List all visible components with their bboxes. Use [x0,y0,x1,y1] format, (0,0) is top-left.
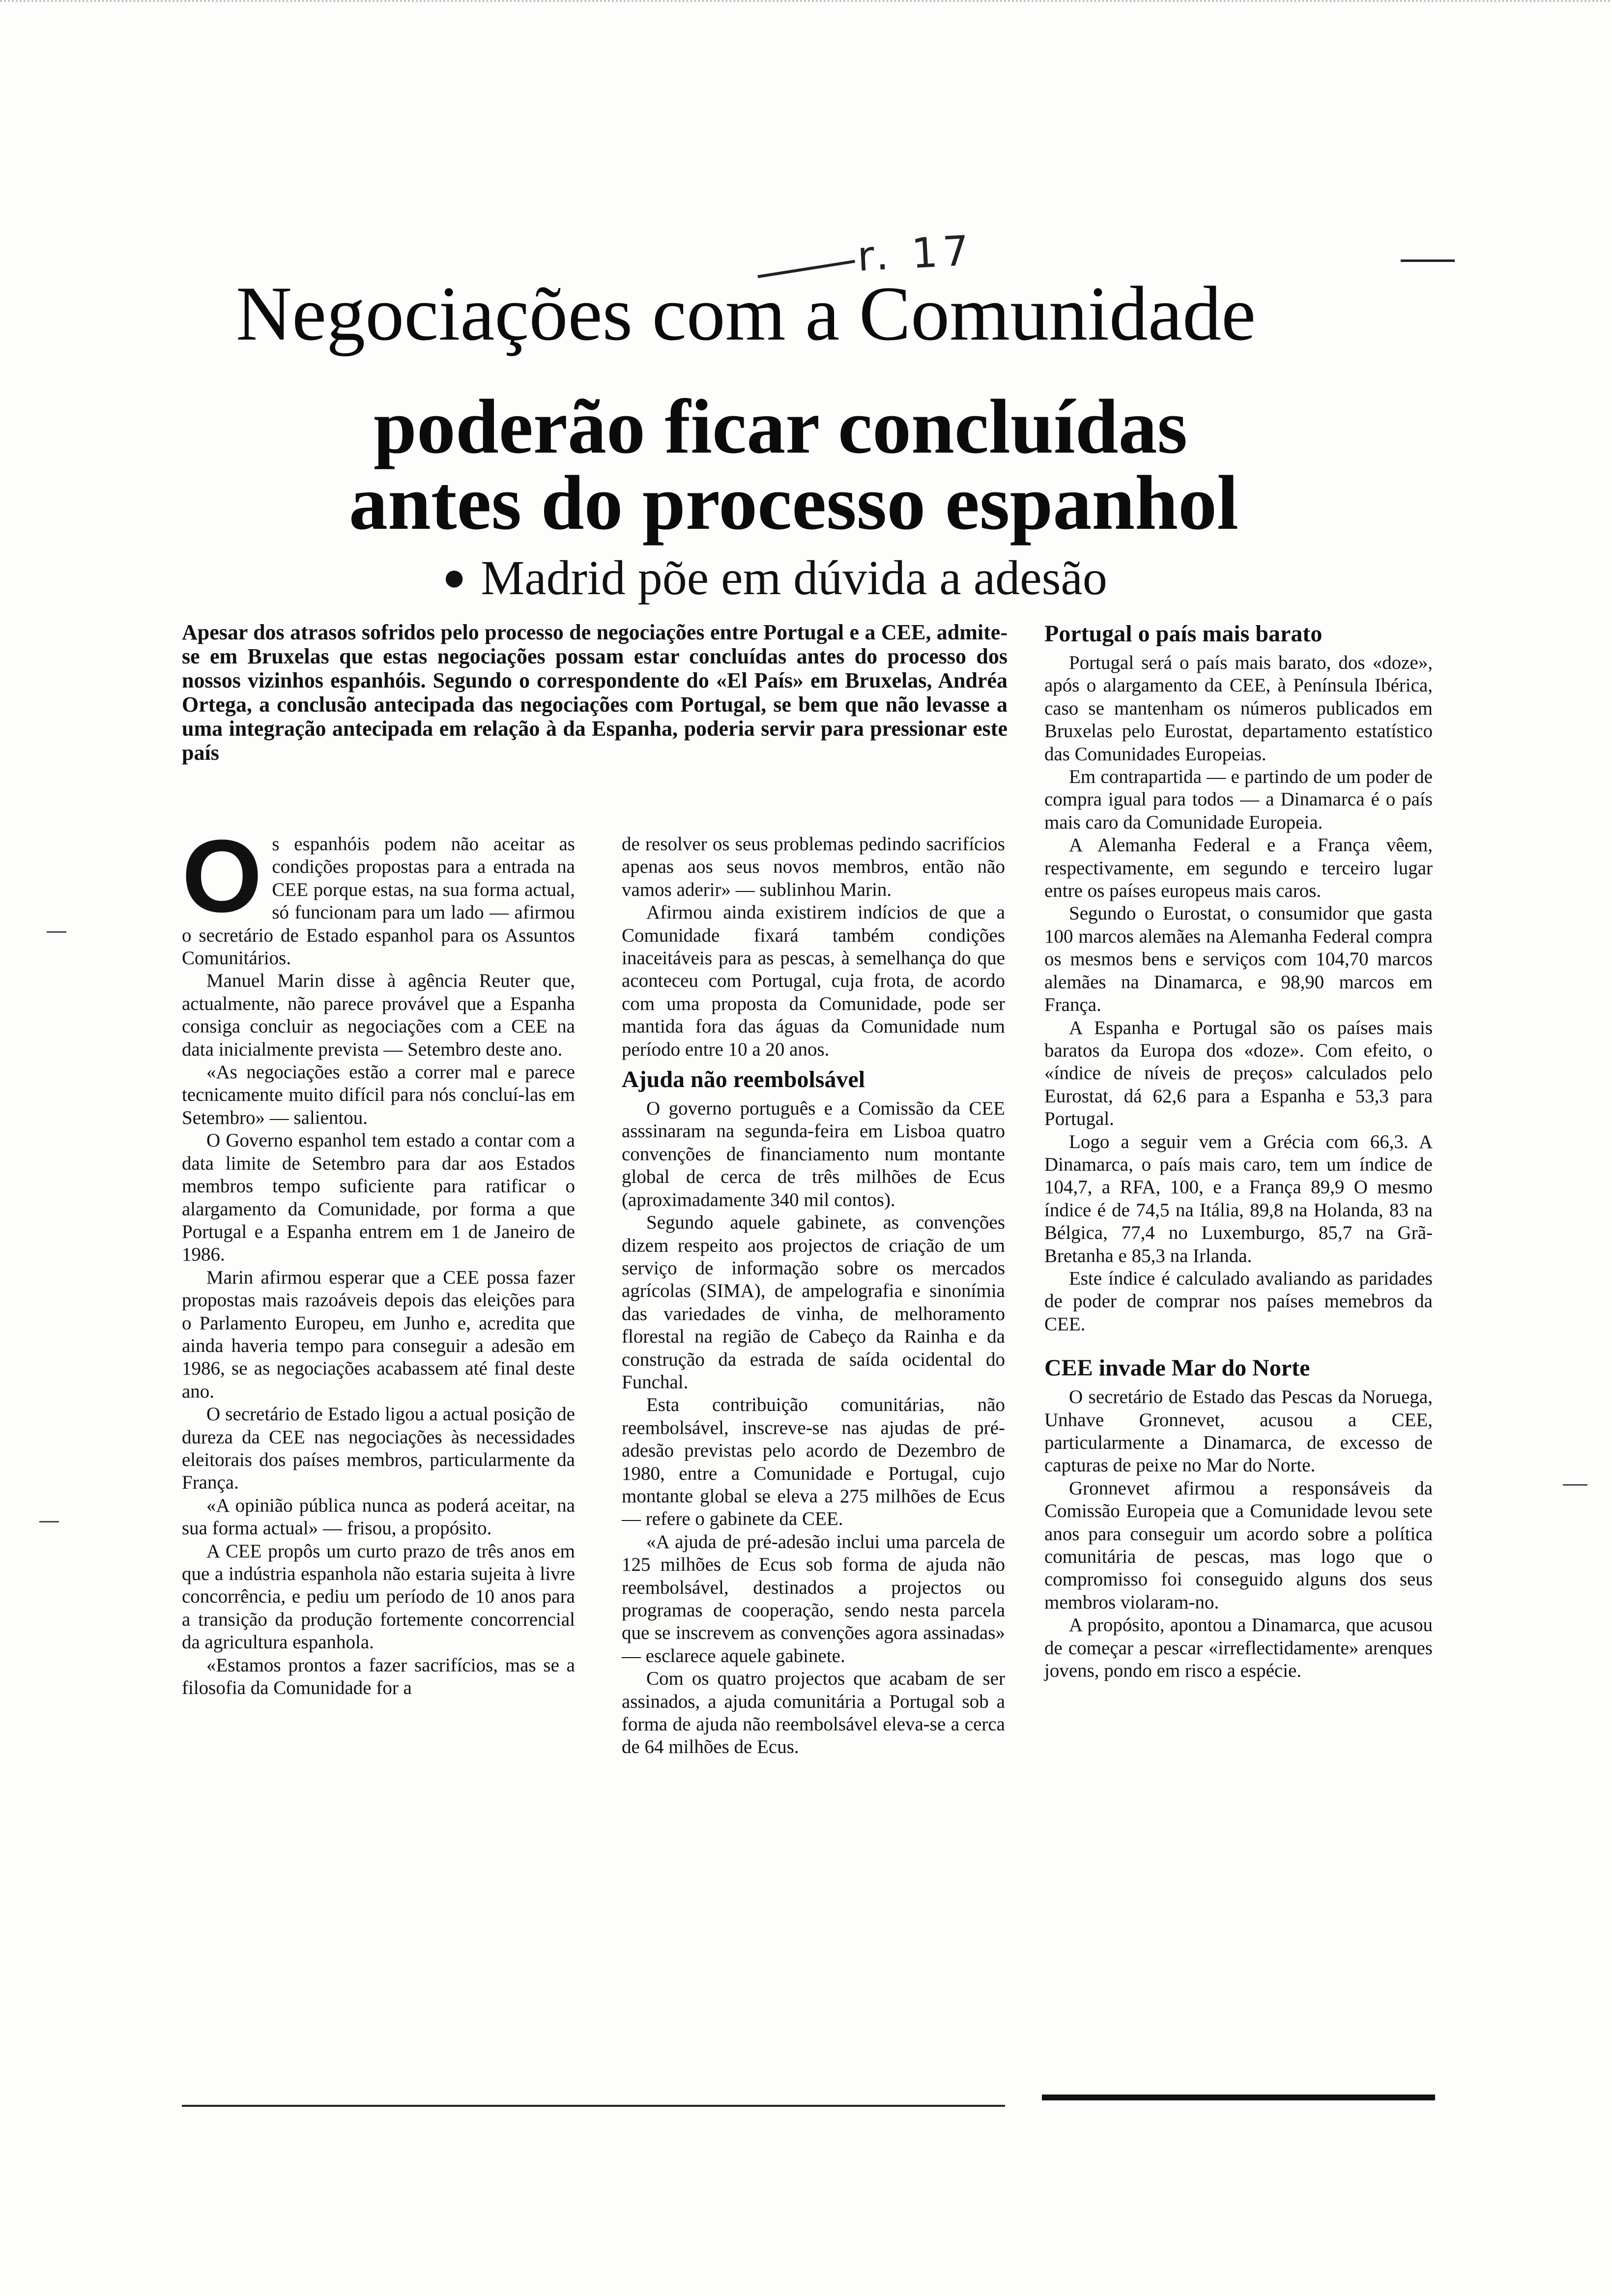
subheadline [442,549,1229,606]
bottom-rule [182,2105,1005,2107]
paragraph: Esta contribuição comunitárias, não reembolsável, inscreve-se nas ajudas de pré-adesão previstas pelo acordo de Dezembro de 1980, entre a Comunidade e Portugal, cujo montante global se eleva a 275 milhões de Ecus — refere o gabinete da CEE. [622,1394,1005,1530]
paragraph: Em contrapartida — e partindo de um poder de compra igual para todos — a Dinamarca é o país mais caro da Comunidade Europeia. [1044,766,1433,833]
paragraph: Manuel Marin disse à agência Reuter que, actualmente, não parece provável que a Espanha consiga concluir as negociações com a CEE na data inicialmente prevista — Setembro deste ano. [182,970,575,1060]
margin-mark [47,931,66,933]
subheadline-text: Madrid põe em dúvida a adesão [481,550,1107,605]
paragraph: «Estamos prontos a fazer sacrifícios, mas se a filosofia da Comunidade for a [182,1654,575,1699]
paragraph: O secretário de Estado das Pescas da Noruega, Unhave Gronnevet, acusou a CEE, particularmente a Dinamarca, de excesso de capturas de peixe no Mar do Norte. [1044,1386,1433,1476]
paragraph: A Alemanha Federal e a França vêem, respectivamente, em segundo e terceiro lugar entre os países europeus mais caros. [1044,834,1433,902]
paragraph: O governo português e a Comissão da CEE asssinaram na segunda-feira em Lisboa quatro convenções de financiamento num montante global de cerca de três milhões de Ecus (aproximadamente 340 mil contos). [622,1098,1005,1210]
lede-paragraph: Apesar dos atrasos sofridos pelo processo de negociações entre Portugal e a CEE, admite-se em Bruxelas que estas negociações possam estar concluídas antes do processo dos nossos vizinhos espanhóis. Segundo o correspondente do «El País» em Bruxelas, Andréa Ortega, a conclusão antecipada das negociações com Portugal, se bem que não levasse a uma integração antecipada em relação à da Espanha, poderia servir para pressionar este país [182,620,1008,765]
bullet-icon: ● [442,556,466,599]
scan-edge-dots [0,0,1612,17]
paragraph: «A opinião pública nunca as poderá aceitar, na sua forma actual» — frisou, a propósito. [182,1494,575,1539]
column-2 [622,833,1005,1759]
paragraph: A propósito, apontou a Dinamarca, que acusou de começar a pescar «irreflectidamente» arenques jovens, pondo em risco a espécie. [1044,1614,1433,1682]
section-heading-ajuda: Ajuda não reembolsável [622,1066,865,1093]
paragraph: Afirmou ainda existirem indícios de que a Comunidade fixará também condições inaceitáveis para as pescas, à semelhança do que aconteceu com Portugal, cuja frota, de acordo com uma proposta da Comunidade, pode ser mantida fora das águas da Comunidade num período entre 10 a 20 anos. [622,902,1005,1060]
paragraph: A Espanha e Portugal são os países mais baratos da Europa dos «doze». Com efeito, o «índice de níveis de preços» calculados pelo Eurostat, dá 62,6 para a Espanha e 53,3 para Portugal. [1044,1017,1433,1130]
column-3 [1044,621,1433,1682]
paragraph: de resolver os seus problemas pedindo sacrifícios apenas aos seus novos membros, então não vamos aderir» — sublinhou Marin. [622,833,1005,900]
paragraph: Gronnevet afirmou a responsáveis da Comissão Europeia que a Comunidade levou sete anos para conseguir um acordo sobre a política comunitária de pescas, mas logo que o compromisso foi conseguido alguns dos seus membros violaram-no. [1044,1477,1433,1613]
margin-mark [1563,1484,1587,1486]
paragraph: Logo a seguir vem a Grécia com 66,3. A Dinamarca, o país mais caro, tem um índice de 104,7, a RFA, 100, e a França 89,9 O mesmo índice é de 74,5 na Itália, 89,8 na Holanda, 83 na Bélgica, 77,4 no Luxemburgo, 85,7 na Grã-Bretanha e 85,3 na Irlanda. [1044,1131,1433,1266]
headline-line-1: Negociações com a Comunidade [236,271,1256,357]
paragraph: O secretário de Estado ligou a actual posição de dureza da CEE nas negociações às necessidades eleitorais dos países membros, particularmente da França. [182,1404,575,1493]
paragraph: «As negociações estão a correr mal e parece tecnicamente muito difícil para nós concluí-las em Setembro» — salientou. [182,1062,575,1128]
paragraph [182,818,575,970]
paragraph: Este índice é calculado avaliando as paridades de poder de comprar nos países memebros da CEE. [1044,1267,1433,1335]
paragraph: A CEE propôs um curto prazo de três anos em que a indústria espanhola não estaria sujeita à livre concorrência, e pediu um período de 10 anos para a transição da produção fortemente concorrencial da agricultura espanhola. [182,1540,575,1653]
section-heading-portugal: Portugal o país mais barato [1044,621,1323,647]
drop-cap: O [182,818,262,934]
paragraph: Marin afirmou esperar que a CEE possa fazer propostas mais razoáveis depois das eleições para o Parlamento Europeu, em Junho e, acredita que ainda haveria tempo para conseguir a adesão em 1986, se as negociações acabassem até final deste ano. [182,1266,575,1402]
headline-line-2: poderão ficar concluídas [374,384,1188,470]
paragraph: Com os quatro projectos que acabam de ser assinados, a ajuda comunitária a Portugal sob a forma de ajuda não reembolsável eleva-se a cerca de 64 milhões de Ecus. [622,1668,1005,1758]
margin-mark [39,1521,59,1522]
paragraph: Segundo o Eurostat, o consumidor que gasta 100 marcos alemães na Alemanha Federal compra os mesmos bens e serviços com 104,70 marcos alemães na Dinamarca, e 98,90 marcos em França. [1044,903,1433,1016]
bottom-rule-thick [1042,2095,1435,2100]
section-heading-mar-do-norte: CEE invade Mar do Norte [1044,1355,1310,1381]
paragraph: «A ajuda de pré-adesão inclui uma parcela de 125 milhões de Ecus sob forma de ajuda não reembolsável, destinados a projectos ou programas de cooperação, sendo nesta parcela que se inscrevem as convenções agora assinadas» — esclarece aquele gabinete. [622,1531,1005,1666]
paragraph: O Governo espanhol tem estado a contar com a data limite de Setembro para dar aos Estados membros tempo suficiente para ratificar o alargamento da Comunidade, por forma a que Portugal e a Espanha entrem em 1 de Janeiro de 1986. [182,1130,575,1265]
headline-line-3: antes do processo espanhol [349,460,1238,546]
paragraph: Segundo aquele gabinete, as convenções dizem respeito aos projectos de criação de um serviço de informação sobre os mercados agrícolas (SIMA), de ampelografia e sinonímia das variedades de vinha, de melhoramento florestal na região de Cabeço da Rainha e da construção da estrada de saída ocidental do Funchal. [622,1212,1005,1393]
column-1 [182,818,575,1699]
annotation-text: r. 17 [856,226,975,281]
corner-dash [1401,259,1455,262]
paragraph: Portugal será o país mais barato, dos «doze», após o alargamento da CEE, à Península Ibérica, caso se mantenham os números publicados em Bruxelas pelo Eurostat, departamento estatístico das Comunidades Europeias. [1044,652,1433,765]
paragraph-text: s espanhóis podem não aceitar as condições propostas para a entrada na CEE porque estas, na sua forma actual, só funcionam para um lado — afirmou o secretário de Estado espanhol para os Assuntos Comunitários. [182,833,575,969]
